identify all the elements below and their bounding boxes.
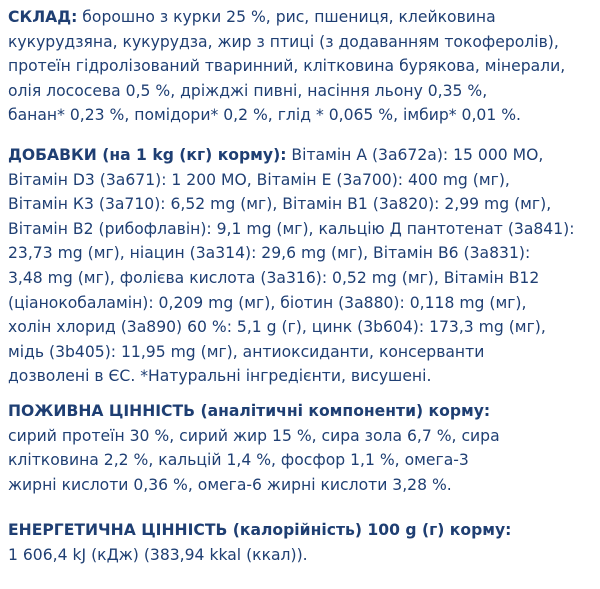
composition-text: борошно з курки 25 %, рис, пшениця, клейковина bbox=[77, 8, 496, 26]
additives-label: ДОБАВКИ (на 1 kg (кг) корму): bbox=[8, 145, 287, 164]
additives-line-10: дозволені в ЄС. *Натуральні інгредієнти, висушені. bbox=[8, 367, 432, 386]
energy-line-1: 1 606,4 kJ (кДж) (383,94 kkal (ккал)). bbox=[8, 545, 308, 564]
nutrition-label: ПОЖИВНА ЦІННІСТЬ (аналітичні компоненти) корму: bbox=[8, 401, 491, 420]
additives-line-1 bbox=[8, 143, 600, 168]
section-spacer bbox=[8, 128, 600, 143]
section-spacer bbox=[8, 497, 600, 518]
product-label-text bbox=[8, 5, 600, 567]
additives-line-4: Вітамін В2 (рибофлавін): 9,1 mg (мг), кальцію Д пантотенат (3а841): bbox=[8, 219, 575, 238]
additives-line-2: Вітамін D3 (3а671): 1 200 МО, Вітамін Е (3а700): 400 mg (мг), bbox=[8, 170, 510, 189]
additives-section bbox=[8, 143, 600, 389]
composition-line-4: олія лососева 0,5 %, дріжджі пивні, насіння льону 0,35 %, bbox=[8, 81, 488, 100]
additives-line-5: 23,73 mg (мг), ніацин (3а314): 29,6 mg (мг), Вітамін В6 (3а831): bbox=[8, 244, 531, 263]
additives-line-9: мідь (3b405): 11,95 mg (мг), антиоксиданти, консерванти bbox=[8, 342, 485, 361]
nutrition-section bbox=[8, 399, 600, 497]
composition-label: СКЛАД: bbox=[8, 8, 78, 26]
energy-section bbox=[8, 518, 600, 567]
composition-line-2: кукурудзяна, кукурудза, жир з птиці (з додаванням токоферолів), bbox=[8, 32, 559, 51]
nutrition-line-1: сирий протеїн 30 %, сирий жир 15 %, сира зола 6,7 %, сира bbox=[8, 426, 500, 445]
additives-line-3: Вітамін К3 (3а710): 6,52 mg (мг), Вітамін В1 (3а820): 2,99 mg (мг), bbox=[8, 195, 552, 214]
additives-line-6: 3,48 mg (мг), фолієва кислота (3а316): 0,52 mg (мг), Вітамін В12 bbox=[8, 268, 540, 287]
composition-line-1 bbox=[8, 5, 600, 30]
composition-line-5: банан* 0,23 %, помідори* 0,2 %, глід * 0,065 %, імбир* 0,01 %. bbox=[8, 106, 521, 125]
nutrition-line-3: жирні кислоти 0,36 %, омега-6 жирні кислоти 3,28 %. bbox=[8, 475, 452, 494]
additives-line-8: холін хлорид (3а890) 60 %: 5,1 g (г), цинк (3b604): 173,3 mg (мг), bbox=[8, 318, 546, 337]
composition-line-3: протеїн гідролізований тваринний, клітковина бурякова, мінерали, bbox=[8, 57, 566, 76]
energy-label: ЕНЕРГЕТИЧНА ЦІННІСТЬ (калорійність) 100 g (г) корму: bbox=[8, 521, 512, 540]
additives-line-7: (ціанокобаламін): 0,209 mg (мг), біотин (3а880): 0,118 mg (мг), bbox=[8, 293, 527, 312]
section-spacer bbox=[8, 389, 600, 399]
nutrition-line-2: клітковина 2,2 %, кальцій 1,4 %, фосфор 1,1 %, омега-3 bbox=[8, 451, 469, 470]
composition-section bbox=[8, 5, 600, 128]
additives-text: Вітамін А (3а672а): 15 000 МО, bbox=[286, 145, 544, 164]
